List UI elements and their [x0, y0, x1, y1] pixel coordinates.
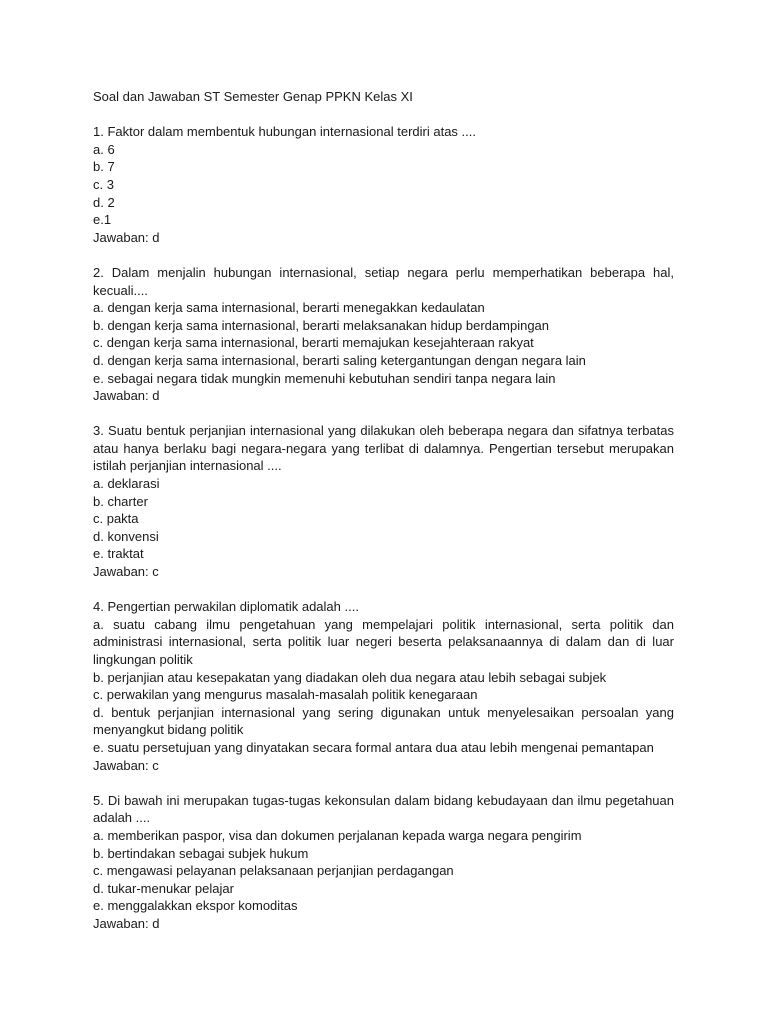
option-d: d. dengan kerja sama internasional, berarti saling ketergantungan dengan negara lain [93, 352, 586, 368]
answer: Jawaban: c [93, 757, 159, 773]
option-b: b. charter [93, 493, 148, 509]
option-a: a. deklarasi [93, 476, 160, 492]
document-page [93, 88, 674, 950]
option-e: e.1 [93, 212, 112, 228]
option-a: a. suatu cabang ilmu pengetahuan yang mempelajari politik internasional, serta politik dan administrasi internasional, serta politik luar negeri beserta pelaksanaannya di dalam dan di luar lingkungan politik [93, 616, 674, 667]
answer: Jawaban: c [93, 564, 159, 580]
option-e: e. menggalakkan ekspor komoditas [93, 898, 298, 914]
option-b: b. bertindakan sebagai subjek hukum [93, 845, 309, 861]
option-d: d. tukar-menukar pelajar [93, 880, 234, 896]
question-text: 1. Faktor dalam membentuk hubungan internasional terdiri atas .... [93, 124, 476, 140]
option-c: c. dengan kerja sama internasional, berarti memajukan kesejahteraan rakyat [93, 335, 534, 351]
question-text: 2. Dalam menjalin hubungan internasional, setiap negara perlu memperhatikan beberapa hal, kecuali.... [93, 264, 674, 298]
question-text: 5. Di bawah ini merupakan tugas-tugas kekonsulan dalam bidang kebudayaan dan ilmu pegetahuan adalah .... [93, 792, 674, 826]
option-c: c. pakta [93, 511, 139, 527]
question-text: 4. Pengertian perwakilan diplomatik adalah .... [93, 599, 359, 615]
option-d: d. konvensi [93, 528, 159, 544]
option-e: e. traktat [93, 546, 144, 562]
option-c: c. perwakilan yang mengurus masalah-masalah politik kenegaraan [93, 687, 478, 703]
option-c: c. mengawasi pelayanan pelaksanaan perjanjian perdagangan [93, 863, 454, 879]
question-4 [93, 598, 674, 774]
question-3 [93, 422, 674, 580]
option-e: e. suatu persetujuan yang dinyatakan secara formal antara dua atau lebih mengenai pemantapan [93, 739, 654, 755]
question-text: 3. Suatu bentuk perjanjian internasional yang dilakukan oleh beberapa negara dan sifatnya terbatas atau hanya berlaku bagi negara-negara yang terlibat di dalamnya. Pengertian tersebut merupakan istilah perjanjian internasional .... [93, 423, 674, 474]
option-b: b. dengan kerja sama internasional, berarti melaksanakan hidup berdampingan [93, 317, 550, 333]
option-a: a. dengan kerja sama internasional, berarti menegakkan kedaulatan [93, 300, 485, 316]
option-d: d. 2 [93, 194, 115, 210]
document-title: Soal dan Jawaban ST Semester Genap PPKN Kelas XI [93, 89, 413, 104]
question-5 [93, 792, 674, 933]
answer: Jawaban: d [93, 388, 160, 404]
option-c: c. 3 [93, 176, 114, 192]
answer: Jawaban: d [93, 229, 160, 245]
question-2 [93, 264, 674, 405]
answer: Jawaban: d [93, 915, 160, 931]
option-b: b. perjanjian atau kesepakatan yang diadakan oleh dua negara atau lebih sebagai subjek [93, 669, 607, 685]
option-d: d. bentuk perjanjian internasional yang sering digunakan untuk menyelesaikan persoalan yang menyangkut bidang politik [93, 704, 674, 738]
question-1 [93, 123, 674, 246]
option-a: a. 6 [93, 141, 115, 157]
option-b: b. 7 [93, 159, 115, 175]
option-e: e. sebagai negara tidak mungkin memenuhi kebutuhan sendiri tanpa negara lain [93, 370, 556, 386]
option-a: a. memberikan paspor, visa dan dokumen perjalanan kepada warga negara pengirim [93, 827, 582, 843]
